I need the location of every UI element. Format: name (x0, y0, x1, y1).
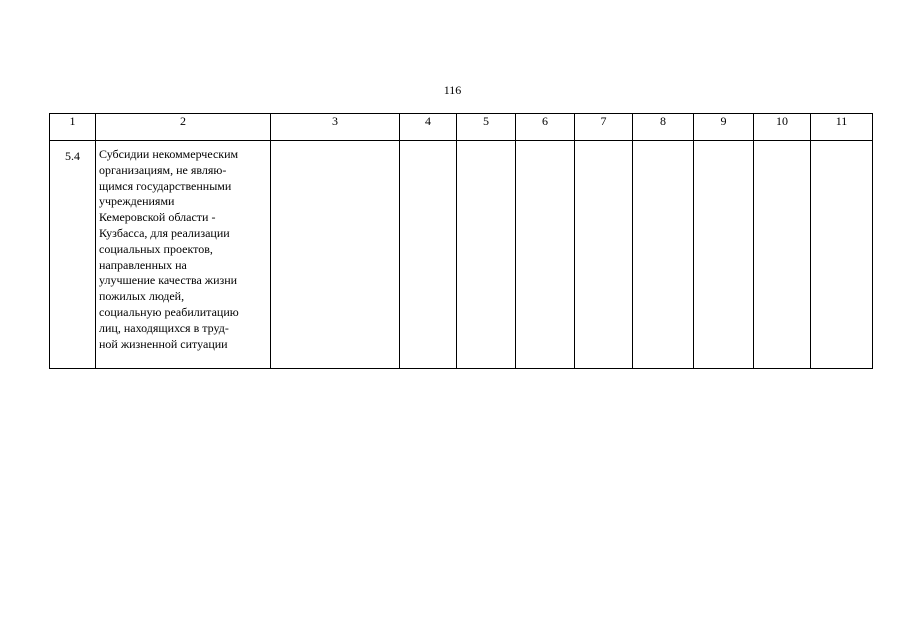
column-header: 4 (400, 114, 457, 141)
column-header: 6 (516, 114, 575, 141)
table-cell-col5 (457, 141, 516, 369)
column-header: 8 (633, 114, 694, 141)
page-number: 116 (443, 83, 462, 97)
table-header-row (50, 114, 873, 141)
column-header: 1 (50, 114, 96, 141)
table-row (50, 141, 873, 369)
column-header: 5 (457, 114, 516, 141)
table-cell-col8 (633, 141, 694, 369)
row-description-cell: Субсидии некоммерческим организациям, не являю- щимся государственными учреждениями Кемеровской области - Кузбасса, для реализации социальных проектов, направленных на улучшение качества жизни пожилых людей, социальную реабилитацию лиц, находящихся в труд- ной жизненной ситуации (96, 141, 271, 369)
column-header: 10 (754, 114, 811, 141)
table-cell-col3 (271, 141, 400, 369)
column-header: 7 (575, 114, 633, 141)
table-cell-col6 (516, 141, 575, 369)
table-cell-col7 (575, 141, 633, 369)
table-cell-col11 (811, 141, 873, 369)
table-cell-col4 (400, 141, 457, 369)
row-number-cell: 5.4 (50, 141, 96, 369)
column-header: 9 (694, 114, 754, 141)
column-header: 2 (96, 114, 271, 141)
column-header: 3 (271, 114, 400, 141)
table-cell-col9 (694, 141, 754, 369)
column-header: 11 (811, 114, 873, 141)
document-table (49, 113, 873, 369)
table-cell-col10 (754, 141, 811, 369)
